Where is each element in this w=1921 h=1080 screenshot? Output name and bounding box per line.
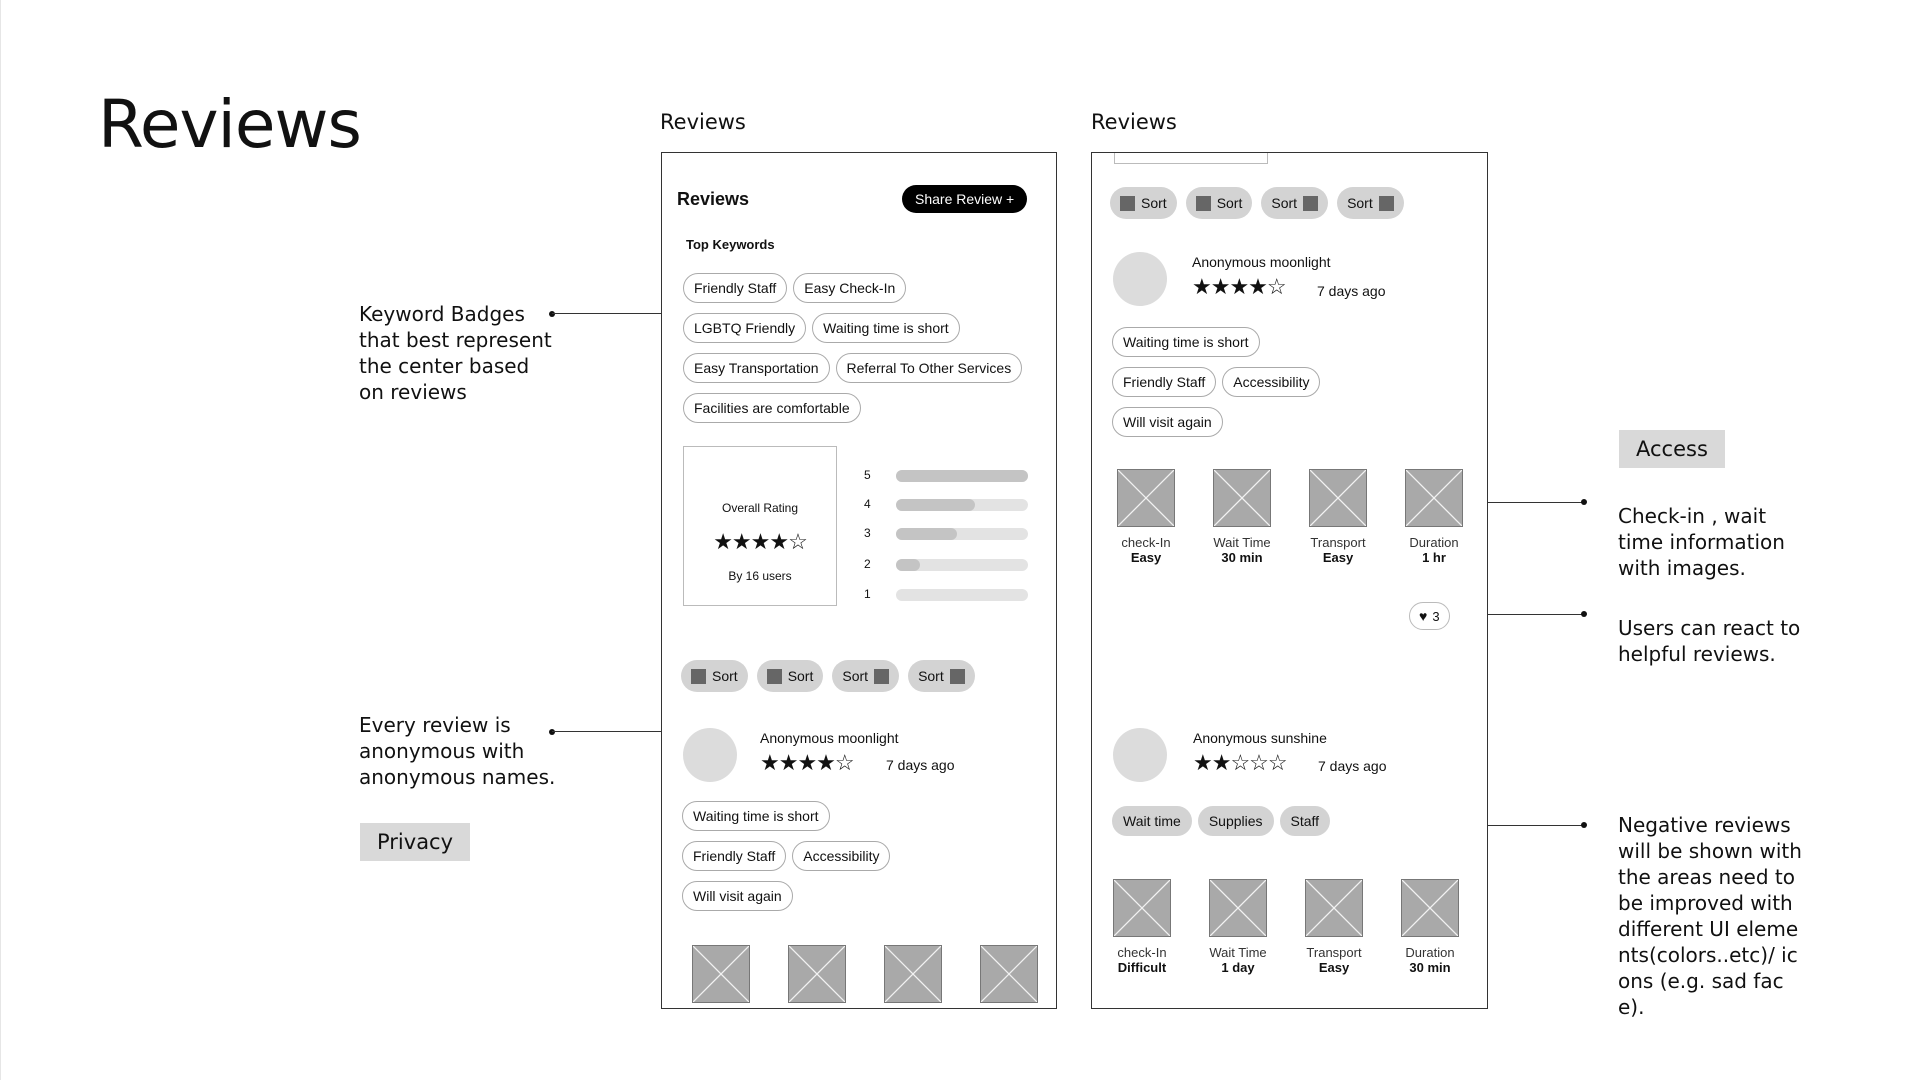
negative-tag-list [1112,806,1336,846]
reviewer-name: Anonymous sunshine [1193,730,1327,746]
sort-label: Sort [1216,195,1243,211]
metric-label: Duration [1409,535,1459,550]
rating-bar [896,528,1028,540]
keyword-chip[interactable]: Referral To Other Services [836,353,1023,383]
metric-item [1392,879,1468,975]
connector-dot [549,729,555,735]
review-tag-list [682,801,1042,921]
rating-row-label: 1 [864,587,871,601]
image-placeholder-icon[interactable] [692,945,750,1003]
image-placeholder-icon[interactable] [884,945,942,1003]
sort-button[interactable] [1110,187,1177,219]
react-note: Users can react to helpful reviews. [1618,616,1801,666]
review-tag: Accessibility [792,841,890,871]
image-placeholder-icon[interactable] [1305,879,1363,937]
metric-value: 1 day [1221,960,1255,975]
review-tag: Waiting time is short [1112,327,1260,357]
rating-row-label: 5 [864,468,871,482]
review-time: 7 days ago [1317,283,1386,299]
sort-button[interactable] [1337,187,1404,219]
keyword-chip[interactable]: Friendly Staff [683,273,787,303]
metric-value: 30 min [1221,550,1263,565]
heart-icon: ♥ [1419,608,1428,624]
rating-bar-fill [896,470,1028,482]
sort-label: Sort [918,668,944,684]
review-photo-row [692,945,1038,1003]
sort-square-icon [950,669,965,684]
sort-bar [1110,187,1413,219]
keyword-chip[interactable]: Waiting time is short [812,313,960,343]
metric-value: 1 hr [1422,550,1446,565]
metric-label: Transport [1310,535,1366,550]
connector-line [552,731,664,732]
sort-label: Sort [1141,195,1167,211]
negative-tag: Staff [1280,806,1331,836]
metric-label: Duration [1405,945,1455,960]
privacy-tag: Privacy [360,823,470,861]
metric-label: Wait Time [1213,535,1271,550]
phone-screen-1 [661,152,1057,1009]
image-placeholder-icon[interactable] [1113,879,1171,937]
overall-rating-label: Overall Rating [721,501,799,515]
review-time: 7 days ago [886,757,955,773]
sort-bar [681,660,984,692]
connector-dot [1581,611,1587,617]
reaction-button[interactable] [1409,602,1450,630]
rating-row [864,558,1057,572]
page-title: Reviews [98,86,361,163]
image-placeholder-icon[interactable] [1213,469,1271,527]
metric-item [1108,469,1184,565]
keyword-chip[interactable]: Easy Transportation [683,353,830,383]
review-tag: Will visit again [682,881,793,911]
rating-row [864,588,1057,602]
review-tag: Waiting time is short [682,801,830,831]
sort-square-icon [1379,196,1394,211]
metric-label: Transport [1306,945,1362,960]
image-placeholder-icon[interactable] [788,945,846,1003]
rating-row-label: 3 [864,526,871,540]
metric-value: Easy [1322,550,1354,565]
phone-screen-2 [1091,152,1488,1009]
sort-button[interactable] [908,660,975,692]
rating-row-label: 2 [864,557,871,571]
keyword-chip[interactable]: Easy Check-In [793,273,906,303]
metric-item [1296,879,1372,975]
review-stars: ★★☆☆☆ [1193,750,1287,775]
sort-square-icon [1196,196,1211,211]
review-metrics [1104,879,1468,975]
image-placeholder-icon[interactable] [980,945,1038,1003]
rating-row [864,527,1057,541]
image-placeholder-icon[interactable] [1209,879,1267,937]
review-stars: ★★★★☆ [760,750,854,775]
keyword-chip[interactable]: Facilities are comfortable [683,393,861,423]
negative-tag: Supplies [1198,806,1274,836]
rating-user-count: By 16 users [728,569,792,583]
sort-label: Sort [1271,195,1298,211]
metric-label: check-In [1121,535,1171,550]
metric-label: Wait Time [1209,945,1267,960]
connector-line [552,313,664,314]
sort-label: Sort [712,668,738,684]
sort-square-icon [874,669,889,684]
connector-dot [1581,499,1587,505]
rating-row [864,498,1057,512]
review-time: 7 days ago [1318,758,1387,774]
sort-label: Sort [787,668,814,684]
reviewer-avatar [683,728,737,782]
reviewer-avatar [1113,728,1167,782]
canvas-edge [0,0,1,1080]
checkin-note: Check-in , wait time information with images. [1618,504,1785,580]
reviewer-name: Anonymous moonlight [1192,254,1331,270]
reviewer-name: Anonymous moonlight [760,730,899,746]
metric-item [1200,879,1276,975]
metric-item [1396,469,1472,565]
keyword-chip[interactable]: LGBTQ Friendly [683,313,806,343]
metric-item [1300,469,1376,565]
sort-button[interactable] [681,660,748,692]
rating-row-label: 4 [864,497,871,511]
sort-square-icon [767,669,782,684]
connector-dot [1581,822,1587,828]
review-tag: Accessibility [1222,367,1320,397]
image-placeholder-icon[interactable] [1401,879,1459,937]
rating-row [864,469,1057,483]
scrolled-card-edge [1114,152,1268,164]
frame-label-1: Reviews [660,110,746,134]
sort-label: Sort [842,668,869,684]
metric-value: Difficult [1117,960,1167,975]
rating-bar-fill [896,528,957,540]
rating-bar [896,470,1028,482]
sort-square-icon [691,669,706,684]
overall-rating-card [683,446,837,606]
reviewer-avatar [1113,252,1167,306]
keyword-badges-note: Keyword Badges that best represent the center based on reviews [359,302,552,404]
connector-dot [549,311,555,317]
negative-tag: Wait time [1112,806,1192,836]
negative-note: Negative reviews will be shown with the areas need to be improved with different UI elements(colors..etc)/ icons (e.g. sad face). [1618,813,1802,1019]
share-review-button[interactable]: Share Review + [902,185,1027,213]
review-tag: Will visit again [1112,407,1223,437]
rating-bar [896,559,1028,571]
keyword-list [683,273,1043,433]
sort-label: Sort [1347,195,1373,211]
review-stars: ★★★★☆ [1192,274,1286,299]
rating-bar-fill [896,559,920,571]
anonymous-note: Every review is anonymous with anonymous names. [359,713,556,789]
metric-value: Easy [1130,550,1162,565]
image-placeholder-icon[interactable] [1309,469,1367,527]
sort-button[interactable] [832,660,899,692]
top-keywords-label: Top Keywords [686,237,775,252]
reviews-header: Reviews [677,189,750,209]
review-tag-list [1112,327,1472,447]
image-placeholder-icon[interactable] [1405,469,1463,527]
rating-bar [896,499,1028,511]
metric-label: check-In [1117,945,1167,960]
sort-button[interactable] [1186,187,1253,219]
review-tag: Friendly Staff [682,841,786,871]
frame-label-2: Reviews [1091,110,1177,134]
metric-value: Easy [1318,960,1350,975]
sort-button[interactable] [1261,187,1328,219]
metric-item [1104,879,1180,975]
rating-bar-fill [896,499,975,511]
sort-square-icon [1120,196,1135,211]
image-placeholder-icon[interactable] [1117,469,1175,527]
metric-value: 30 min [1409,960,1451,975]
overall-stars: ★★★★☆ [713,529,807,554]
metric-item [1204,469,1280,565]
reaction-count: 3 [1432,608,1440,624]
sort-square-icon [1303,196,1318,211]
review-tag: Friendly Staff [1112,367,1216,397]
rating-bar [896,589,1028,601]
access-tag: Access [1619,430,1725,468]
sort-button[interactable] [757,660,824,692]
review-metrics [1108,469,1472,565]
